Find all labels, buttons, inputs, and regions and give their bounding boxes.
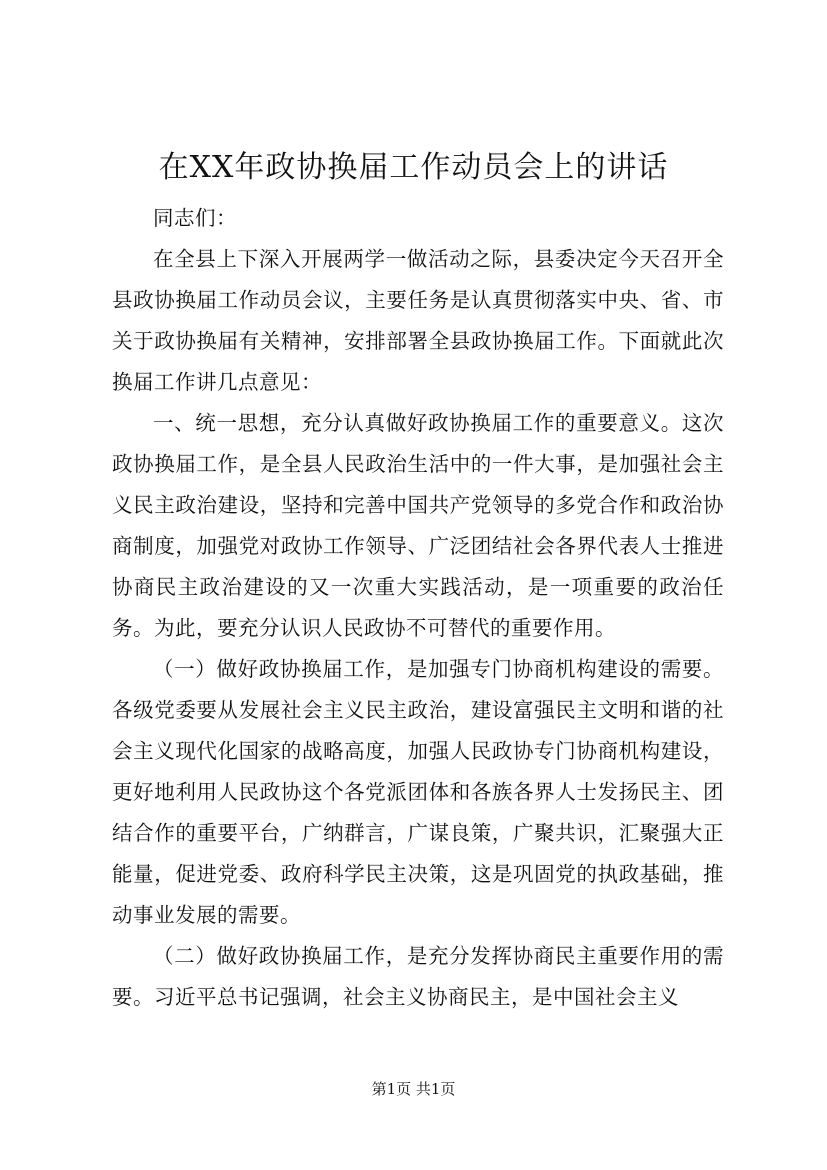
paragraph-greeting: 同志们： [153,206,237,230]
document-body [112,198,724,1018]
paragraph-section-one: 一、统一思想，充分认真做好政协换届工作的重要意义。这次政协换届工作，是全县人民政治生活中的一件大事，是加强社会主义民主政治建设，坚持和完善中国共产党领导的多党合作和政治协商制度，加强党对政协工作领导、广泛团结社会各界代表人士推进协商民主政治建设的又一次重大实践活动，是一项重要的政治任务。为此，要充分认识人民政协不可替代的重要作用。 [112,411,724,640]
paragraph-subsection-one: （一）做好政协换届工作，是加强专门协商机构建设的需要。各级党委要从发展社会主义民主政治，建设富强民主文明和谐的社会主义现代化国家的战略高度，加强人民政协专门协商机构建设，更好地利用人民政协这个各党派团体和各族各界人士发扬民主、团结合作的重要平台，广纳群言，广谋良策，广聚共识，汇聚强大正能量，促进党委、政府科学民主决策，这是巩固党的执政基础，推动事业发展的需要。 [112,657,724,927]
paragraph-intro: 在全县上下深入开展两学一做活动之际，县委决定今天召开全县政协换届工作动员会议，主要任务是认真贯彻落实中央、省、市关于政协换届有关精神，安排部署全县政协换届工作。下面就此次换届工作讲几点意见： [112,247,724,394]
page-footer: 第1页 共1页 [371,1080,456,1098]
document-title: 在XX年政协换届工作动员会上的讲话 [158,150,669,185]
paragraph-subsection-two: （二）做好政协换届工作，是充分发挥协商民主重要作用的需要。习近平总书记强调，社会主义协商民主，是中国社会主义 [112,944,724,1009]
